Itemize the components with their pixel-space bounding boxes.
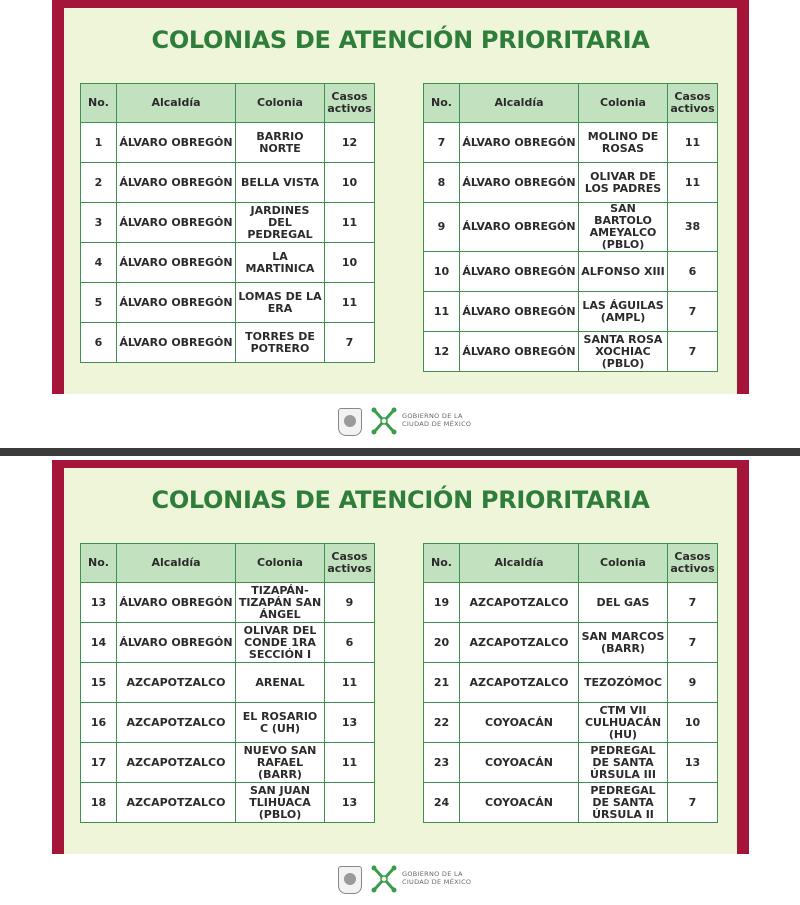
column-header-casos: Casos activos (668, 84, 718, 123)
table-header-row (424, 84, 718, 123)
row-number: 17 (81, 743, 117, 783)
row-number: 21 (424, 663, 460, 703)
active-cases-cell: 11 (325, 283, 375, 323)
row-number: 7 (424, 123, 460, 163)
alcaldia-cell: ÁLVARO OBREGÓN (117, 623, 236, 663)
table-row (81, 123, 375, 163)
row-number: 24 (424, 783, 460, 823)
colonia-cell: NUEVO SAN RAFAEL (BARR) (236, 743, 325, 783)
alcaldia-cell: ÁLVARO OBREGÓN (117, 203, 236, 243)
column-header-colonia: Colonia (236, 84, 325, 123)
active-cases-cell: 11 (325, 203, 375, 243)
alcaldia-cell: ÁLVARO OBREGÓN (460, 252, 579, 292)
alcaldia-cell: ÁLVARO OBREGÓN (460, 292, 579, 332)
colonia-cell: OLIVAR DE LOS PADRES (579, 163, 668, 203)
active-cases-cell: 7 (668, 583, 718, 623)
government-wordmark: GOBIERNO DE LA CIUDAD DE MÉXICO (402, 870, 472, 886)
row-number: 4 (81, 243, 117, 283)
active-cases-cell: 6 (325, 623, 375, 663)
colonia-cell: MOLINO DE ROSAS (579, 123, 668, 163)
row-number: 5 (81, 283, 117, 323)
table-row (81, 743, 375, 783)
active-cases-cell: 10 (325, 163, 375, 203)
active-cases-cell: 7 (668, 332, 718, 372)
table-row (81, 583, 375, 623)
column-header-alcaldia: Alcaldía (117, 84, 236, 123)
table-row (424, 123, 718, 163)
column-header-no: No. (81, 544, 117, 583)
colonia-cell: BARRIO NORTE (236, 123, 325, 163)
table-row (424, 583, 718, 623)
colonia-cell: BELLA VISTA (236, 163, 325, 203)
column-header-alcaldia: Alcaldía (460, 84, 579, 123)
row-number: 14 (81, 623, 117, 663)
row-number: 1 (81, 123, 117, 163)
column-header-colonia: Colonia (236, 544, 325, 583)
government-wordmark: GOBIERNO DE LA CIUDAD DE MÉXICO (402, 412, 472, 428)
table-row (424, 743, 718, 783)
row-number: 18 (81, 783, 117, 823)
active-cases-cell: 11 (325, 663, 375, 703)
alcaldia-cell: ÁLVARO OBREGÓN (117, 583, 236, 623)
alcaldia-cell: ÁLVARO OBREGÓN (460, 203, 579, 252)
active-cases-cell: 7 (668, 623, 718, 663)
table-row (81, 163, 375, 203)
active-cases-cell: 11 (668, 163, 718, 203)
table-row (424, 163, 718, 203)
coat-of-arms-icon (338, 408, 362, 436)
slide-panel (64, 8, 737, 394)
row-number: 15 (81, 663, 117, 703)
active-cases-cell: 13 (325, 783, 375, 823)
colonia-cell: LOMAS DE LA ERA (236, 283, 325, 323)
column-header-casos: Casos activos (668, 544, 718, 583)
alcaldia-cell: ÁLVARO OBREGÓN (117, 323, 236, 363)
table-row (424, 292, 718, 332)
table-row (81, 203, 375, 243)
alcaldia-cell: AZCAPOTZALCO (460, 583, 579, 623)
active-cases-cell: 13 (325, 703, 375, 743)
cases-table-left (80, 543, 375, 823)
alcaldia-cell: COYOACÁN (460, 783, 579, 823)
alcaldia-cell: ÁLVARO OBREGÓN (117, 283, 236, 323)
alcaldia-cell: ÁLVARO OBREGÓN (460, 123, 579, 163)
coat-of-arms-icon (338, 866, 362, 894)
slide-frame (52, 0, 749, 394)
alcaldia-cell: AZCAPOTZALCO (460, 663, 579, 703)
slide-title: COLONIAS DE ATENCIÓN PRIORITARIA (151, 26, 650, 54)
table-row (424, 623, 718, 663)
table-row (81, 623, 375, 663)
row-number: 20 (424, 623, 460, 663)
column-header-casos: Casos activos (325, 84, 375, 123)
colonia-cell: PEDREGAL DE SANTA ÚRSULA III (579, 743, 668, 783)
column-header-no: No. (81, 84, 117, 123)
active-cases-cell: 9 (325, 583, 375, 623)
colonia-cell: OLIVAR DEL CONDE 1RA SECCIÓN I (236, 623, 325, 663)
active-cases-cell: 10 (325, 243, 375, 283)
column-header-casos: Casos activos (325, 544, 375, 583)
table-row (81, 243, 375, 283)
slide-1 (0, 0, 800, 448)
colonia-cell: LA MARTINICA (236, 243, 325, 283)
column-header-no: No. (424, 544, 460, 583)
colonia-cell: TORRES DE POTRERO (236, 323, 325, 363)
slide-frame (52, 460, 749, 854)
column-header-colonia: Colonia (579, 84, 668, 123)
table-row (81, 783, 375, 823)
active-cases-cell: 7 (668, 783, 718, 823)
alcaldia-cell: AZCAPOTZALCO (117, 783, 236, 823)
row-number: 19 (424, 583, 460, 623)
alcaldia-cell: COYOACÁN (460, 743, 579, 783)
table-row (424, 332, 718, 372)
row-number: 13 (81, 583, 117, 623)
table-row (81, 323, 375, 363)
alcaldia-cell: AZCAPOTZALCO (117, 663, 236, 703)
row-number: 9 (424, 203, 460, 252)
alcaldia-cell: ÁLVARO OBREGÓN (460, 332, 579, 372)
table-header-row (81, 544, 375, 583)
alcaldia-cell: ÁLVARO OBREGÓN (460, 163, 579, 203)
colonia-cell: LAS ÁGUILAS (AMPL) (579, 292, 668, 332)
cases-table-right (423, 543, 718, 823)
table-row (424, 703, 718, 743)
alcaldia-cell: ÁLVARO OBREGÓN (117, 163, 236, 203)
colonia-cell: SAN BARTOLO AMEYALCO (PBLO) (579, 203, 668, 252)
table-row (81, 663, 375, 703)
colonia-cell: JARDINES DEL PEDREGAL (236, 203, 325, 243)
table-row (81, 703, 375, 743)
colonia-cell: SAN MARCOS (BARR) (579, 623, 668, 663)
table-row (424, 252, 718, 292)
active-cases-cell: 11 (668, 123, 718, 163)
active-cases-cell: 12 (325, 123, 375, 163)
column-header-colonia: Colonia (579, 544, 668, 583)
colonia-cell: EL ROSARIO C (UH) (236, 703, 325, 743)
colonia-cell: CTM VII CULHUACÁN (HU) (579, 703, 668, 743)
alcaldia-cell: ÁLVARO OBREGÓN (117, 243, 236, 283)
row-number: 23 (424, 743, 460, 783)
row-number: 3 (81, 203, 117, 243)
colonia-cell: SANTA ROSA XOCHIAC (PBLO) (579, 332, 668, 372)
slide-divider (0, 448, 800, 456)
column-header-no: No. (424, 84, 460, 123)
cases-table-left (80, 83, 375, 363)
alcaldia-cell: AZCAPOTZALCO (117, 703, 236, 743)
table-row (424, 663, 718, 703)
alcaldia-cell: COYOACÁN (460, 703, 579, 743)
active-cases-cell: 38 (668, 203, 718, 252)
colonia-cell: SAN JUAN TLIHUACA (PBLO) (236, 783, 325, 823)
table-header-row (424, 544, 718, 583)
table-row (81, 283, 375, 323)
alcaldia-cell: ÁLVARO OBREGÓN (117, 123, 236, 163)
slide-2 (0, 456, 800, 905)
row-number: 6 (81, 323, 117, 363)
slide-panel (64, 468, 737, 854)
cdmx-logo-icon (370, 406, 398, 436)
table-header-row (81, 84, 375, 123)
row-number: 22 (424, 703, 460, 743)
row-number: 2 (81, 163, 117, 203)
active-cases-cell: 11 (325, 743, 375, 783)
alcaldia-cell: AZCAPOTZALCO (460, 623, 579, 663)
colonia-cell: ALFONSO XIII (579, 252, 668, 292)
colonia-cell: PEDREGAL DE SANTA ÚRSULA II (579, 783, 668, 823)
footer (0, 402, 800, 442)
column-header-alcaldia: Alcaldía (117, 544, 236, 583)
row-number: 8 (424, 163, 460, 203)
active-cases-cell: 7 (668, 292, 718, 332)
row-number: 16 (81, 703, 117, 743)
table-row (424, 783, 718, 823)
column-header-alcaldia: Alcaldía (460, 544, 579, 583)
colonia-cell: TIZAPÁN-TIZAPÁN SAN ÁNGEL (236, 583, 325, 623)
colonia-cell: DEL GAS (579, 583, 668, 623)
colonia-cell: ARENAL (236, 663, 325, 703)
row-number: 12 (424, 332, 460, 372)
footer (0, 860, 800, 900)
slide-title: COLONIAS DE ATENCIÓN PRIORITARIA (151, 486, 650, 514)
active-cases-cell: 6 (668, 252, 718, 292)
cases-table-right (423, 83, 718, 372)
active-cases-cell: 10 (668, 703, 718, 743)
table-row (424, 203, 718, 252)
active-cases-cell: 13 (668, 743, 718, 783)
cdmx-logo-icon (370, 864, 398, 894)
active-cases-cell: 9 (668, 663, 718, 703)
row-number: 11 (424, 292, 460, 332)
colonia-cell: TEZOZÓMOC (579, 663, 668, 703)
alcaldia-cell: AZCAPOTZALCO (117, 743, 236, 783)
active-cases-cell: 7 (325, 323, 375, 363)
row-number: 10 (424, 252, 460, 292)
